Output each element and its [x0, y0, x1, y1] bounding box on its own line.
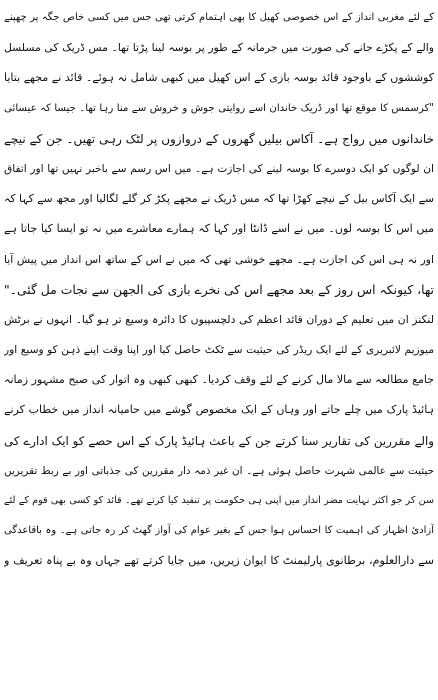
text-line-3: کوششوں کے باوجود قائد بوسہ بازی کے اس کھیل میں کبھی شامل نہ ہوئے۔ قائد نے مجھے بتایا	[4, 71, 434, 85]
text-line-5: خاندانوں میں رواج ہے۔ آکاس بیلیں گھروں کے دروازوں پر لٹک رہی تھیں۔ جن کے نیچے	[4, 131, 434, 146]
text-line-15: والے مقررین کی تقاریر سنا کرتے جن کے باعث ہائیڈ پارک کے اس حصے کو ایک ادارے کی	[4, 433, 434, 448]
text-line-11: لنکنز ان میں تعلیم کے دوران قائد اعظم کی دلچسپیوں کا دائرہ وسیع تر ہو گیا۔ انہوں نے برٹش	[4, 312, 434, 326]
text-line-10: تھا، کیونکہ اس روز کے بعد مجھے اس کی نخرے بازی کی الجھن سے نجات مل گئی۔"	[4, 281, 434, 297]
text-line-8: میں اس کا بوسہ لوں۔ میں نے اسے ڈانٹا اور کہا کہ ہمارے معاشرے میں نہ تو ایسا کیا جاتا ہے	[4, 222, 434, 236]
text-line-6: ان لوگوں کو ایک دوسرے کا بوسہ لینے کی اجازت ہے۔ میں اس رسم سے باخبر نہیں تھا اور اتفاق	[4, 162, 434, 175]
text-line-4: "کرسمس کا موقع تھا اور ڈریک خاندان اسے روایتی جوش و خروش سے منا رہا تھا۔ جیسا کہ عیسائی	[4, 102, 434, 114]
text-line-1: کے لئے مغربی انداز کے اس خصوصی کھیل کا بھی اہتمام کرتی تھی جس میں کسی خاص جگہ پر چھپنے	[4, 12, 434, 23]
text-line-19: سے دارالعلوم، برطانوی پارلیمنٹ کا ایوان زیریں، میں جایا کرتے تھے جہاں وہ بے پناہ تعریف و	[4, 554, 434, 568]
text-line-7: سے ایک آکاس بیل کے نیچے کھڑا تھا کہ مس ڈریک نے مجھے پکڑ کر گلے لگالیا اور مجھ سے کہا کہ	[4, 192, 434, 206]
text-line-9: اور نہ ہی اس کی اجازت ہے۔ مجھے خوشی تھی کہ میں نے اس کے ساتھ اس انداز میں پیش آیا	[4, 252, 434, 266]
text-line-14: ہائیڈ پارک میں چلے جاتے اور وہاں کے ایک مخصوص گوشے میں حامیانہ انداز میں خطاب کرنے	[4, 403, 434, 417]
text-line-17: سن کر جو اکثر نہایت مضر انداز میں اپنی ہی حکومت پر تنقید کیا کرتے تھے۔ قائد کو کسی بھی قوم کے لئے	[4, 495, 434, 506]
urdu-text-page	[4, 3, 434, 697]
text-line-2: والے کے پکڑے جانے کی صورت میں جرمانہ کے طور پر بوسہ لینا پڑتا تھا۔ مس ڈریک کی مسلسل	[4, 41, 434, 55]
text-line-13: جامع مطالعہ سے مالا مال کرنے کے لئے وقف کردیا۔ کبھی کبھی وہ اتوار کی صبح مشہور زمانہ	[4, 373, 434, 387]
text-line-18: آزادیٔ اظہار کی اہمیت کا احساس ہوا جس کے بغیر عوام کی آواز گھٹ کر رہ جاتی ہے۔ وہ باقاعدگی	[4, 525, 434, 537]
text-line-12: میوزیم لائبریری کے لئے ایک ریڈر کی حیثیت سے ٹکٹ حاصل کیا اور اپنا وقت اپنے ذہن کو وسیع اور	[4, 344, 434, 357]
text-line-16: حیثیت سے عالمی شہرت حاصل ہوئی ہے۔ ان غیر ذمہ دار مقررین کی جذباتی اور بے ربط تقریریں	[4, 464, 434, 477]
